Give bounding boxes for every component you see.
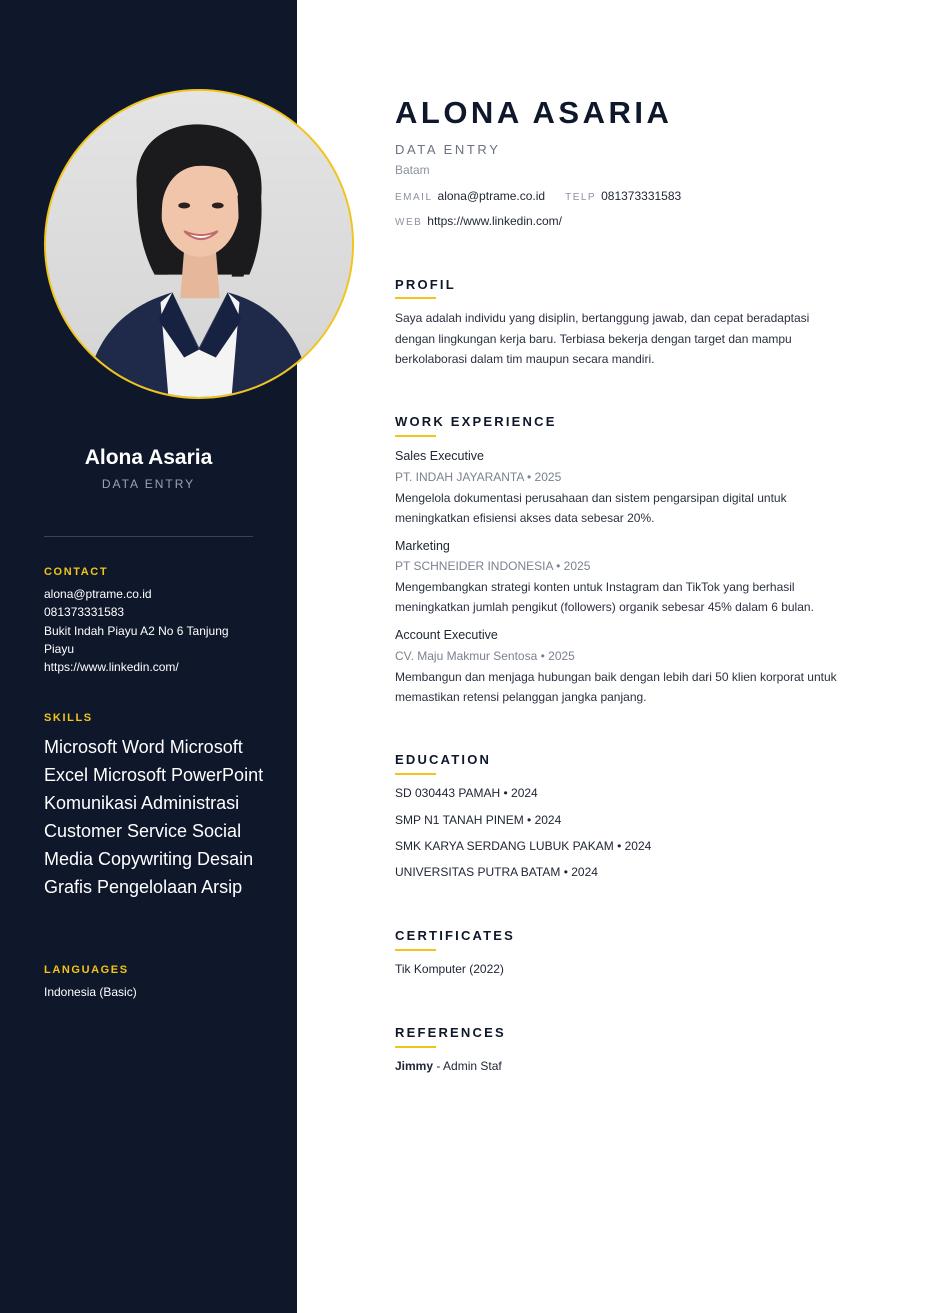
- sidebar: [0, 0, 297, 1313]
- job-company: PT. INDAH JAYARANTA • 2025: [395, 470, 562, 484]
- reference-name: Jimmy: [395, 1059, 434, 1073]
- reference-detail: - Admin Staf: [433, 1059, 502, 1073]
- contact-address: Bukit Indah Piayu A2 No 6 Tanjung Piayu: [44, 623, 229, 656]
- profile-photo-illustration: [46, 91, 352, 397]
- experience-heading: WORK EXPERIENCE: [395, 414, 557, 429]
- certificates-accent-bar: [395, 949, 436, 951]
- education-item: SMP N1 TANAH PINEM • 2024: [395, 813, 562, 827]
- job-title: Sales Executive: [395, 449, 484, 463]
- education-heading: EDUCATION: [395, 752, 492, 767]
- phone-label: TELP: [565, 192, 597, 203]
- references-heading: REFERENCES: [395, 1025, 506, 1040]
- sidebar-role: DATA ENTRY: [101, 477, 196, 491]
- contact-heading: CONTACT: [44, 566, 109, 578]
- contact-list: [44, 585, 259, 676]
- header-phone: 081373331583: [601, 189, 682, 203]
- education-item: UNIVERSITAS PUTRA BATAM • 2024: [395, 865, 598, 879]
- contact-email[interactable]: alona@ptrame.co.id: [44, 587, 152, 601]
- header-web[interactable]: https://www.linkedin.com/: [427, 214, 562, 228]
- skills-heading: SKILLS: [44, 712, 93, 724]
- certificate-item: Tik Komputer (2022): [395, 962, 504, 976]
- profile-photo: [44, 89, 354, 399]
- page-title: ALONA ASARIA: [395, 95, 673, 130]
- contact-row: [395, 189, 681, 203]
- education-item: SD 030443 PAMAH • 2024: [395, 786, 538, 800]
- header-city: Batam: [395, 163, 430, 177]
- email-label: EMAIL: [395, 192, 433, 203]
- job-company: PT SCHNEIDER INDONESIA • 2025: [395, 559, 591, 573]
- reference-item: [395, 1059, 502, 1073]
- job-title: Marketing: [395, 539, 450, 553]
- sidebar-divider: [44, 536, 253, 537]
- web-row: [395, 214, 562, 228]
- job-description: Mengembangkan strategi konten untuk Instagram dan TikTok yang berhasil meningkatkan jumlah pengikut (followers) organik sebesar 45% dalam 6 bulan.: [395, 580, 814, 614]
- job-company: CV. Maju Makmur Sentosa • 2025: [395, 649, 575, 663]
- contact-phone: 081373331583: [44, 605, 125, 620]
- experience-accent-bar: [395, 435, 436, 437]
- header-role: DATA ENTRY: [395, 142, 501, 157]
- languages-text: Indonesia (Basic): [44, 985, 137, 999]
- profile-text: Saya adalah individu yang disiplin, bertanggung jawab, dan cepat beradaptasi dengan lingkungan kerja baru. Terbiasa bekerja dengan target dan mampu berkolaborasi dalam tim maupun secara mandiri.: [395, 311, 810, 366]
- languages-heading: LANGUAGES: [44, 964, 129, 976]
- certificates-heading: CERTIFICATES: [395, 928, 516, 943]
- header-email[interactable]: alona@ptrame.co.id: [437, 189, 546, 203]
- education-accent-bar: [395, 773, 436, 775]
- job-description: Membangun dan menjaga hubungan baik dengan lebih dari 50 klien korporat untuk memastikan retensi pelanggan jangka panjang.: [395, 670, 837, 704]
- references-accent-bar: [395, 1046, 436, 1048]
- profile-accent-bar: [395, 297, 436, 299]
- skills-text: Microsoft Word Microsoft Excel Microsoft PowerPoint Komunikasi Administrasi Customer Service Social Media Copywriting Desain Grafis Pengelolaan Arsip: [44, 737, 264, 897]
- job-title: Account Executive: [395, 628, 498, 642]
- education-item: SMK KARYA SERDANG LUBUK PAKAM • 2024: [395, 839, 652, 853]
- web-label: WEB: [395, 217, 423, 228]
- contact-web[interactable]: https://www.linkedin.com/: [44, 660, 179, 675]
- job-description: Mengelola dokumentasi perusahaan dan sistem pengarsipan digital untuk meningkatkan efisiensi akses data sebesar 20%.: [395, 491, 787, 525]
- sidebar-name: Alona Asaria: [84, 446, 213, 469]
- profile-heading: PROFIL: [395, 277, 456, 292]
